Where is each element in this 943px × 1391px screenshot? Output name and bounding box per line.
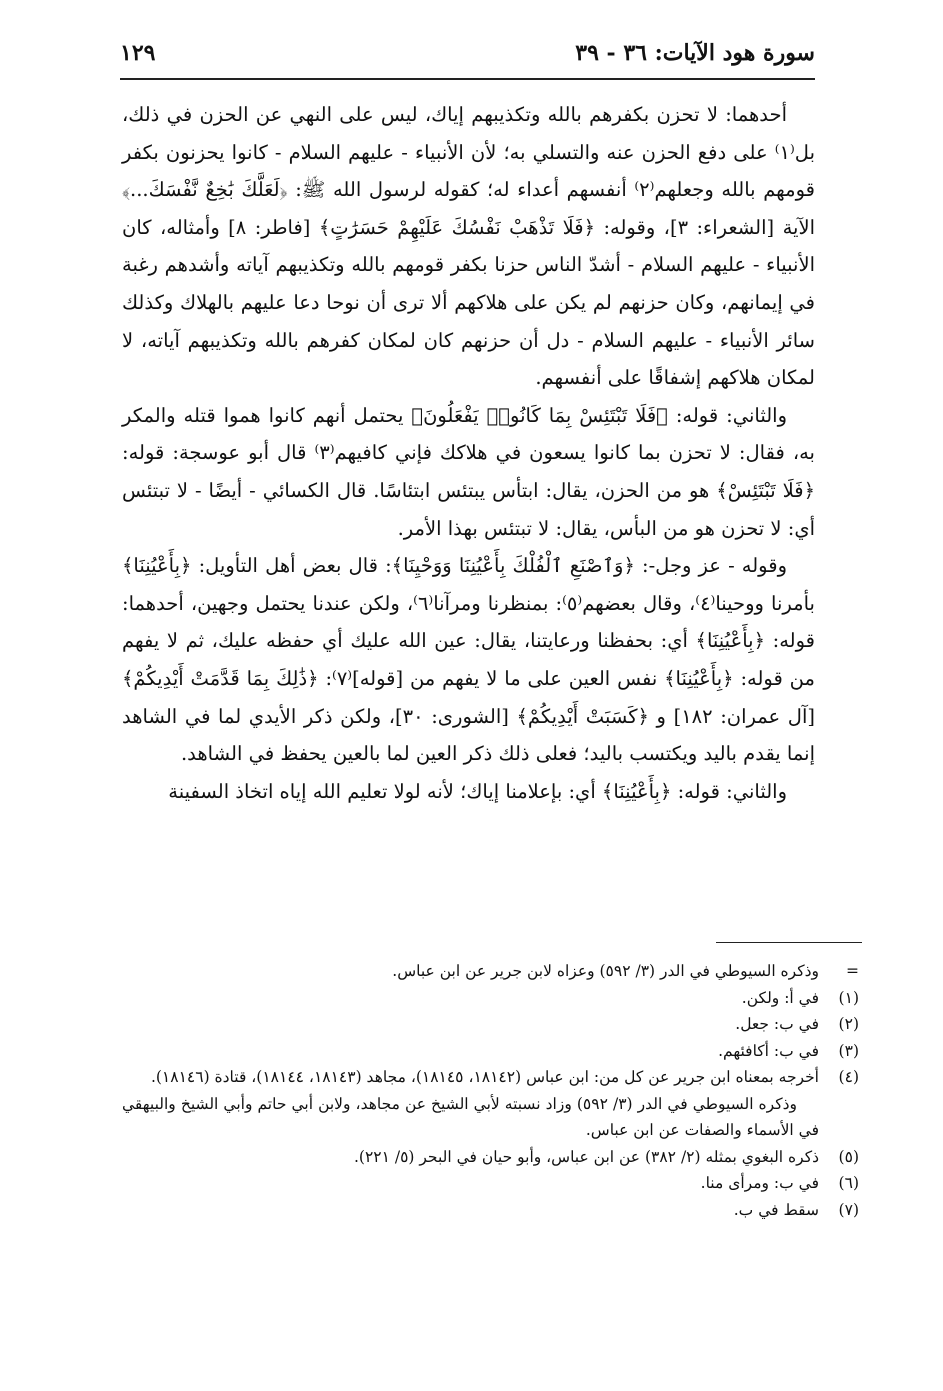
footnote [122, 1064, 859, 1091]
footnote-number: (١) [838, 988, 859, 1007]
footnote-text: ذكره البغوي بمثله (٢/ ٣٨٢) عن ابن عباس، وأبو حيان في البحر (٥/ ٢٢١). [353, 1147, 819, 1166]
footnote [122, 1011, 859, 1038]
footnote-number: (٧) [838, 1200, 859, 1219]
footnote-text: وذكره السيوطي في الدر (٣/ ٥٩٢) وزاد نسبته لأبي الشيخ عن مجاهد، ولابن أبي حاتم وأبي الشيخ والبيهقي في الأسماء والصفات عن ابن عباس. [122, 1094, 819, 1139]
footnote [122, 1038, 859, 1065]
footnote-number: (٢) [838, 1015, 859, 1033]
paragraph: والثاني: قوله: ﴿فَلَا تَبْتَئِسْ بِمَا كَانُوا۟ يَفْعَلُونَ﴾ يحتمل أنهم كانوا هموا قتله والمكر به، فقال: لا تحزن بما كانوا يسعون في هلاكك فإني كافيهم⁽٣⁾ قال أبو عوسجة: قوله: ﴿فَلَا تَبْتَئِسْ﴾ هو من الحزن، يقال: ابتأس يبتئس ابتئاسًا. قال الكسائي - أيضًا - لا تبتئس أي: لا تحزن هو من البأس، يقال: لا تبتئس بهذا الأمر. [122, 403, 815, 540]
footnote-number: (٥) [838, 1147, 859, 1166]
footnote-number: (٦) [838, 1174, 859, 1192]
footnote-continuation [122, 1091, 859, 1144]
footnote-text: وذكره السيوطي في الدر (٣/ ٥٩٢) وعزاه لابن جرير عن ابن عباس. [392, 962, 819, 980]
footnote [122, 958, 859, 985]
footnote [122, 985, 859, 1012]
footnotes [122, 958, 859, 1223]
footnote-separator [716, 942, 862, 943]
paragraph: أحدهما: لا تحزن بكفرهم بالله وتكذيبهم إياك، ليس على النهي عن الحزن في ذلك، بل⁽١⁾ على دفع الحزن عنه والتسلي به؛ لأن الأنبياء - عليهم السلام - كانوا يحزنون بكفر قومهم بالله وجعلهم⁽٢⁾ أنفسهم أعداء له؛ كقوله لرسول الله ﷺ: ﴿لَعَلَّكَ بَٰخِعٌ نَّفْسَكَ...﴾ الآية [الشعراء: ٣]، وقوله: ﴿فَلَا تَذْهَبْ نَفْسُكَ عَلَيْهِمْ حَسَرَٰتٍ﴾ [فاطر: ٨] وأمثاله، كان الأنبياء - عليهم السلام - أشدّ الناس حزنا بكفر قومهم بالله وتكذيبهم آياته وأشدهم رغبة في إيمانهم، وكان حزنهم لم يكن على هلاكهم ألا ترى أن نوحا دعا عليهم بالهلاك وكذلك سائر الأنبياء - عليهم السلام - دل أن حزنهم كان لمكان كفرهم بالله وتكذيبهم آياته، لا لمكان هلاكهم إشفاقًا على أنفسهم. [122, 103, 816, 390]
paragraph: والثاني: قوله: ﴿بِأَعْيُنِنَا﴾ أي: بإعلامنا إياك؛ لأنه لولا تعليم الله إياه اتخاذ السفينة [168, 779, 787, 803]
page-number: ١٢٩ [120, 40, 156, 66]
footnote-number: (٤) [838, 1068, 859, 1086]
footnote-number: (٣) [838, 1041, 859, 1060]
running-header [120, 38, 815, 80]
paragraph: وقوله - عز وجل-: ﴿وَٱصْنَعِ ٱلْفُلْكَ بِأَعْيُنِنَا وَوَحْيِنَا﴾: قال بعض أهل التأويل: ﴿بِأَعْيُنِنَا﴾ بأمرنا ووحينا⁽٤⁾، وقال بعضهم⁽٥⁾: بمنظرنا ومرآنا⁽٦⁾، ولكن عندنا يحتمل وجهين، أحدهما: قوله: ﴿بِأَعْيُنِنَا﴾ أي: بحفظنا ورعايتنا، يقال: عين الله عليك أي حفظه عليك، ثم لا يفهم من قوله: ﴿بِأَعْيُنِنَا﴾ نفس العين على ما لا يفهم من [قوله]⁽٧⁾: ﴿ذَٰلِكَ بِمَا قَدَّمَتْ أَيْدِيكُمْ﴾ [آل عمران: ١٨٢] و ﴿كَسَبَتْ أَيْدِيكُمْ﴾ [الشورى: ٣٠]، ولكن ذكر الأيدي لما في الشاهد إنما يقدم باليد ويكتسب باليد؛ فعلى ذلك ذكر العين لما بالعين يحفظ في الشاهد. [122, 554, 815, 766]
main-text [122, 96, 815, 810]
footnote [122, 1197, 859, 1224]
footnote-text: في ب: أكافئهم. [718, 1041, 819, 1060]
surah-title: سورة هود الآيات: ٣٦ - ٣٩ [575, 40, 815, 66]
footnote-number: = [846, 962, 859, 980]
footnote [122, 1170, 859, 1197]
footnote-text: في أ: ولكن. [741, 988, 819, 1007]
footnote-text: أخرجه بمعناه ابن جرير عن كل من: ابن عباس (١٨١٤٢، ١٨١٤٥)، مجاهد (١٨١٤٣، ١٨١٤٤)، قتادة (١٨١٤٦). [150, 1068, 819, 1086]
footnote-text: سقط في ب. [733, 1200, 819, 1219]
footnote [122, 1144, 859, 1171]
footnote-text: في ب: جعل. [735, 1015, 819, 1033]
footnote-number [819, 1091, 859, 1144]
footnote-text: في ب: ومرأى منا. [700, 1174, 819, 1192]
